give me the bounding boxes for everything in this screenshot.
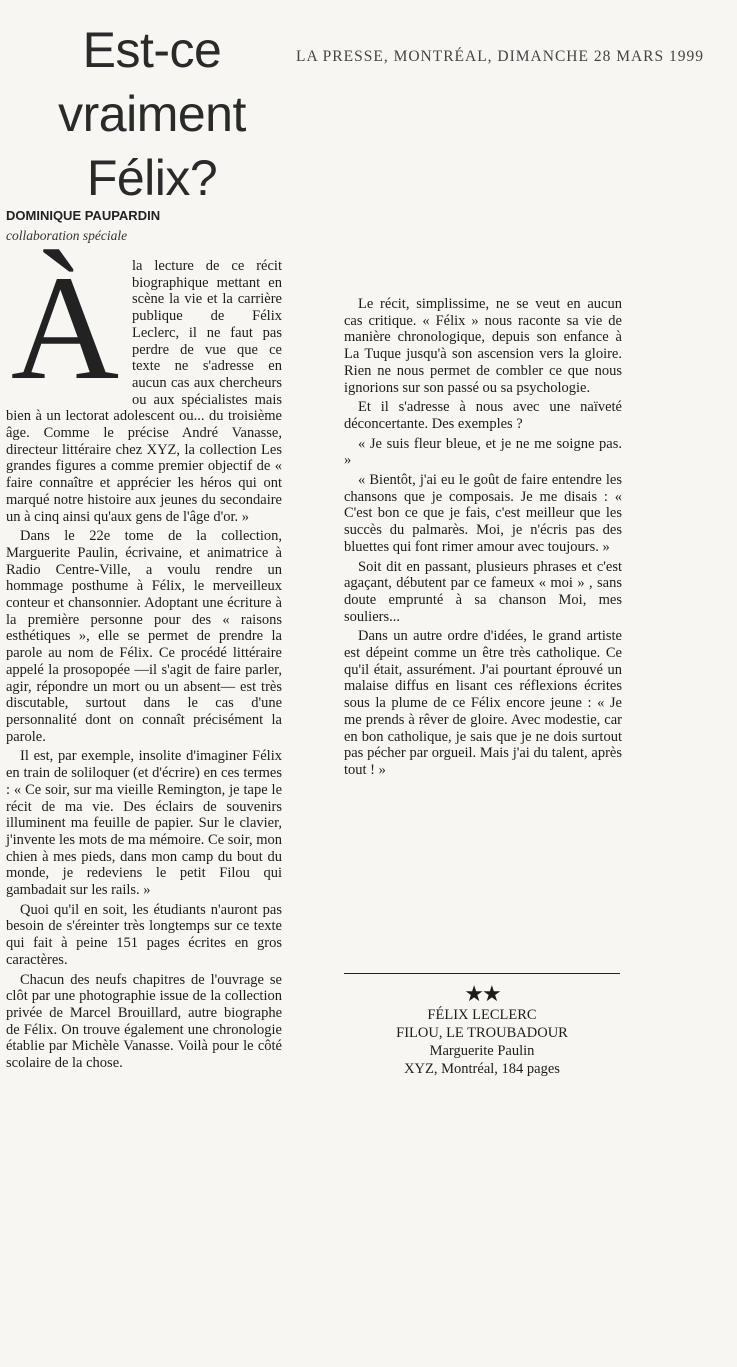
- rating-stars-icon: ★★: [464, 981, 500, 1006]
- byline-credit: collaboration spéciale: [6, 228, 128, 243]
- paragraph: Dans le 22e tome de la collection, Marguerite Paulin, écrivaine, et animatrice à Radio Centre-Ville, a voulu rendre un hommage posthume à Félix, le merveilleux conteur et chansonnier. Adoptant une écriture à la première personne pour des « raisons esthétiques », elle se permet de prendre la parole au nom de Félix. Ce procédé littéraire appelé la prosopopée —il s'agit de faire parler, agir, répondre un mort ou un absent— est très discutable, surtout dans le cas d'une personnalité dont on connaît précisément la parole.: [6, 528, 282, 745]
- byline-author: DOMINIQUE PAUPARDIN: [6, 208, 161, 223]
- paragraph: Le récit, simplissime, ne se veut en aucun cas critique. « Félix » nous raconte sa vie de manière chronologique, depuis son enfance à La Tuque jusqu'à son ascension vers la gloire. Rien ne nous permet de combler ce que nous ignorions sur son passé ou sa psychologie.: [344, 296, 622, 396]
- headline-line: vraiment: [58, 86, 246, 142]
- book-subtitle: FILOU, LE TROUBADOUR: [396, 1025, 568, 1041]
- article-column-2: [344, 296, 622, 782]
- paragraph: « Bientôt, j'ai eu le goût de faire entendre les chansons que je composais. Je me disais : « C'est bon ce que je fais, c'est meilleur que les succès du palmarès. Moi, je n'écris pas des bluettes qui font rimer amour avec toujours. »: [344, 472, 622, 555]
- book-author: Marguerite Paulin: [429, 1043, 535, 1059]
- book-title: FÉLIX LECLERC: [427, 1007, 537, 1023]
- divider: [344, 973, 620, 974]
- paragraph: Chacun des neufs chapitres de l'ouvrage se clôt par une photographie issue de la collection privée de Marcel Brouillard, autre biographe de Félix. On trouve également une chronologie établie par Michèle Vanasse. Voilà pour le côté scolaire de la chose.: [6, 971, 282, 1072]
- book-publisher: XYZ, Montréal, 184 pages: [404, 1061, 560, 1077]
- headline-line: Est-ce: [82, 22, 222, 78]
- book-info-box: [344, 982, 620, 1078]
- headline-line: Félix?: [86, 150, 218, 206]
- dateline: LA PRESSE, MONTRÉAL, DIMANCHE 28 MARS 1999: [296, 48, 705, 65]
- paragraph: Et il s'adresse à nous avec une naïveté déconcertante. Des exemples ?: [344, 399, 622, 432]
- paragraph: la lecture de ce récit biographique mettant en scène la vie et la carrière publique de Félix Leclerc, il ne faut pas perdre de vue que ce texte ne s'adresse en aucun cas aux chercheurs ou aux spécialistes mais bien à un lectorat adolescent ou... du troisième âge. Comme le précise André Vanasse, directeur littéraire chez XYZ, la collection Les grandes figures a comme premier objectif de « faire connaître et apprécier les héros qui ont marqué notre histoire aux jeunes du secondaire un à cinq ainsi qu'aux gens de l'âge d'or. »: [6, 258, 282, 525]
- paragraph: Il est, par exemple, insolite d'imaginer Félix en train de soliloquer (et d'écrire) en ces termes : « Ce soir, sur ma vieille Remington, je tape le récit de ma vie. Des éclairs de souvenirs illuminent ma feuille de papier. Sur le clavier, j'invente les mots de ma mémoire. Ce soir, mon chien à mes pieds, dans mon camp du bout du monde, je redeviens le petit Filou qui gambadait sur les rails. »: [6, 748, 282, 899]
- article-column-1: [6, 245, 282, 1075]
- paragraph: « Je suis fleur bleue, et je ne me soigne pas. »: [344, 435, 622, 469]
- paragraph: Soit dit en passant, plusieurs phrases et c'est agaçant, débutent par ce fameux « moi » , sans doute emprunté à sa chanson Moi, mes souliers...: [344, 558, 622, 625]
- paragraph: Dans un autre ordre d'idées, le grand artiste est dépeint comme un être très catholique. Ce qu'il était, assurément. J'ai pourtant éprouvé un malaise diffus en lisant ces réflexions écrites sous la plume de ce Félix encore jeune : « Je me prends à rêver de gloire. Avec modestie, car en bon catholique, je sais que je ne dois surtout pas pécher par orgueil. Mais j'ai du talent, après tout ! »: [344, 628, 622, 778]
- headline: [22, 18, 282, 210]
- dropcap: À: [10, 245, 120, 411]
- paragraph: Quoi qu'il en soit, les étudiants n'auront pas besoin de s'éreinter très longtemps sur ce texte qui fait à peine 151 pages écrites en gros caractères.: [6, 901, 282, 968]
